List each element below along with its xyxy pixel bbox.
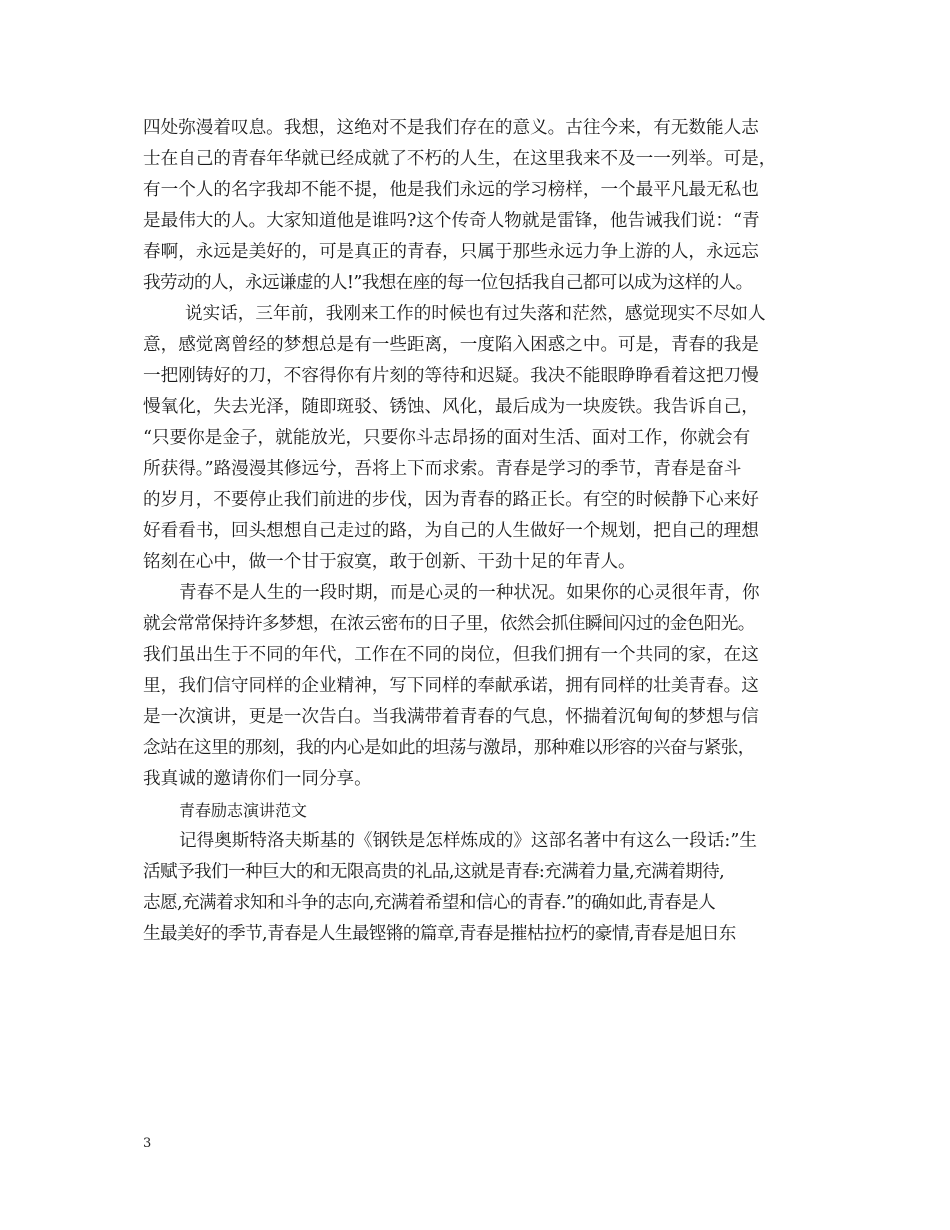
document-body	[143, 113, 821, 950]
text-line: 的岁月，不要停止我们前进的步伐，因为青春的路正长。有空的时候静下心来好	[143, 490, 759, 510]
text-line: 念站在这里的那刻，我的内心是如此的坦荡与激昂，那种难以形容的兴奋与紧张，	[143, 738, 755, 758]
text-line: 里，我们信守同样的企业精神，写下同样的奉献承诺，拥有同样的壮美青春。这	[143, 676, 759, 696]
page-number: 3	[143, 1136, 152, 1151]
text-line: 我真诚的邀请你们一同分享。	[143, 769, 372, 789]
text-line: 士在自己的青春年华就已经成就了不朽的人生，在这里我来不及一一列举。可是，	[143, 149, 777, 169]
paragraph-start-line: 说实话，三年前，我刚来工作的时候也有过失落和茫然，感觉现实不尽如人	[185, 304, 766, 324]
text-line: 是一次演讲，更是一次告白。当我满带着青春的气息，怀揣着沉甸甸的梦想与信	[143, 707, 759, 727]
text-line: 就会常常保持许多梦想，在浓云密布的日子里，依然会抓住瞬间闪过的金色阳光。	[143, 614, 755, 634]
text-line: 活赋予我们一种巨大的和无限高贵的礼品,这就是青春:充满着力量,充满着期待,	[143, 862, 725, 882]
text-line: 有一个人的名字我却不能不提，他是我们永远的学习榜样，一个最平凡最无私也	[143, 180, 759, 200]
text-line: “只要你是金子，就能放光，只要你斗志昂扬的面对生活、面对工作，你就会有	[143, 428, 751, 448]
text-line: 铭刻在心中，做一个甘于寂寞，敢于创新、干劲十足的年青人。	[143, 552, 636, 572]
text-line: 所获得。”路漫漫其修远兮，吾将上下而求索。青春是学习的季节，青春是奋斗	[143, 459, 742, 479]
text-line: 我劳动的人，永远谦虚的人!”我想在座的每一位包括我自己都可以成为这样的人。	[143, 273, 753, 293]
text-line: 志愿,充满着求知和斗争的志向,充满着希望和信心的青春.”的确如此,青春是人	[143, 893, 716, 913]
text-line: 意，感觉离曾经的梦想总是有一些距离，一度陷入困惑之中。可是，青春的我是	[143, 335, 759, 355]
text-line: 一把刚铸好的刀，不容得你有片刻的等待和迟疑。我决不能眼睁睁看着这把刀慢	[143, 366, 759, 386]
text-line: 是最伟大的人。大家知道他是谁吗?这个传奇人物就是雷锋，他告诫我们说：“青	[143, 211, 760, 231]
text-line: 慢氧化，失去光泽，随即斑驳、锈蚀、风化，最后成为一块废铁。我告诉自己，	[143, 397, 759, 417]
text-line: 生最美好的季节,青春是人生最铿锵的篇章,青春是摧枯拉朽的豪情,青春是旭日东	[143, 924, 736, 944]
paragraph-start-line: 青春不是人生的一段时期，而是心灵的一种状况。如果你的心灵很年青，你	[179, 583, 760, 603]
paragraph-start-line: 记得奥斯特洛夫斯基的《钢铁是怎样炼成的》这部名著中有这么一段话:”生	[179, 831, 757, 851]
text-line: 春啊，永远是美好的，可是真正的青春，只属于那些永远力争上游的人，永远忘	[143, 242, 759, 262]
text-line: 四处弥漫着叹息。我想，这绝对不是我们存在的意义。古往今来，有无数能人志	[143, 118, 759, 138]
section-heading: 青春励志演讲范文	[179, 801, 308, 820]
text-line: 我们虽出生于不同的年代，工作在不同的岗位，但我们拥有一个共同的家，在这	[143, 645, 759, 665]
text-line: 好看看书，回头想想自己走过的路，为自己的人生做好一个规划，把自己的理想	[143, 521, 759, 541]
